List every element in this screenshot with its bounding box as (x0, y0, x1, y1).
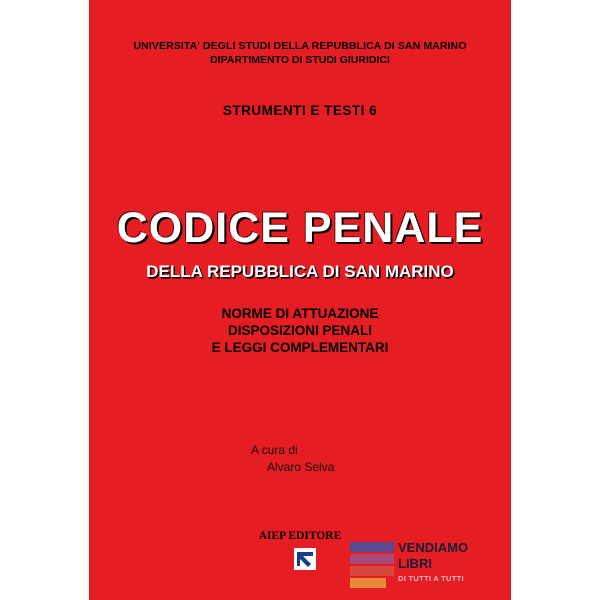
publisher-logo-icon (294, 548, 316, 570)
editor-name: Alvaro Selva (267, 460, 335, 474)
badge-line-1: VENDIAMO (398, 540, 469, 555)
contents-line-2: DISPOSIZIONI PENALI (227, 323, 373, 338)
university-name: UNIVERSITA' DEGLI STUDI DELLA REPUBBLICA DI SAN MARINO (133, 40, 467, 52)
book-subtitle: DELLA REPUBBLICA DI SAN MARINO (146, 262, 454, 281)
badge-line-2: LIBRI (398, 556, 432, 571)
badge-stripe-3 (350, 566, 394, 576)
series-label: STRUMENTI E TESTI 6 (222, 103, 378, 118)
book-title: CODICE PENALE (116, 204, 484, 252)
publisher-name: AIEP EDITORE (258, 530, 342, 542)
badge-stripe-1 (350, 542, 394, 552)
book-cover (89, 0, 511, 600)
department-name: DIPARTIMENTO DI STUDI GIURIDICI (210, 54, 390, 66)
vendiamo-libri-badge (350, 538, 470, 593)
curated-by-label: A cura di (251, 443, 298, 457)
badge-stripe-4 (350, 578, 386, 588)
badge-line-3: DI TUTTI A TUTTI (398, 574, 464, 583)
contents-line-1: NORME DI ATTUAZIONE (221, 306, 379, 321)
contents-line-3: E LEGGI COMPLEMENTARI (211, 340, 389, 355)
badge-stripe-2 (350, 554, 394, 564)
